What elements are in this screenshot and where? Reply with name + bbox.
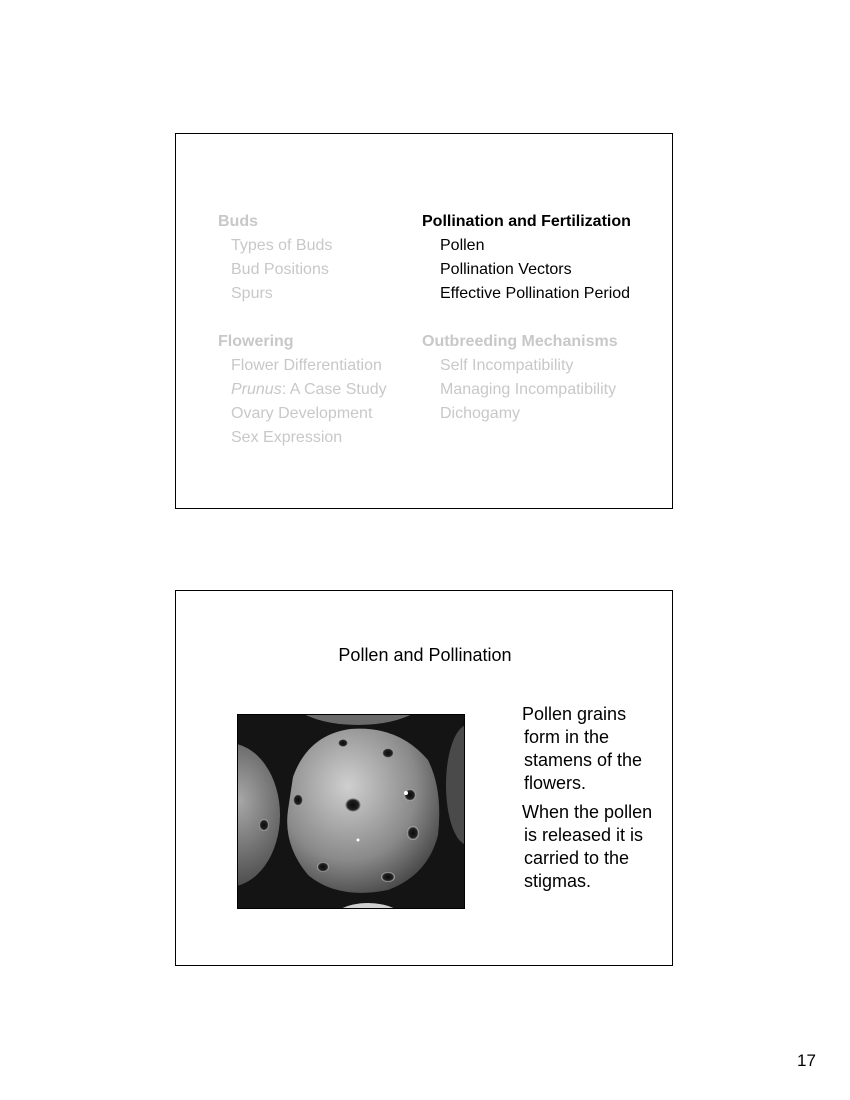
outline-item-active: Effective Pollination Period bbox=[440, 285, 631, 302]
section-heading-outbreeding: Outbreeding Mechanisms bbox=[422, 333, 618, 350]
outline-item: Dichogamy bbox=[440, 405, 521, 422]
outline-item-prunus bbox=[218, 378, 387, 402]
outline-item: Spurs bbox=[231, 285, 273, 302]
outline-item-active: Pollen bbox=[440, 237, 485, 254]
outline-item: Bud Positions bbox=[231, 261, 329, 278]
outline-item-rest: : A Case Study bbox=[281, 381, 387, 398]
section-heading-buds: Buds bbox=[218, 213, 258, 230]
outline-right-column bbox=[422, 210, 631, 426]
outline-item-active: Pollination Vectors bbox=[440, 261, 572, 278]
bullet-item: Pollen grains form in the stamens of the flowers. bbox=[522, 704, 643, 793]
bullet-list bbox=[522, 703, 662, 899]
pollen-micrograph-svg bbox=[238, 715, 465, 909]
outline-item: Sex Expression bbox=[231, 429, 343, 446]
outline-slide bbox=[175, 133, 673, 509]
section-heading-pollination: Pollination and Fertilization bbox=[422, 213, 631, 230]
outline-item: Ovary Development bbox=[231, 405, 373, 422]
bullet-item: When the pollen is released it is carried to the stigmas. bbox=[522, 802, 653, 891]
section-heading-flowering: Flowering bbox=[218, 333, 294, 350]
outline-item: Types of Buds bbox=[231, 237, 333, 254]
outline-item: Flower Differentiation bbox=[231, 357, 382, 374]
outline-item: Managing Incompatibility bbox=[440, 381, 617, 398]
page-number: 17 bbox=[797, 1051, 816, 1070]
pollen-slide bbox=[175, 590, 673, 966]
outline-item: Self Incompatibility bbox=[440, 357, 574, 374]
pollen-grain-image bbox=[237, 714, 465, 909]
slide-title: Pollen and Pollination bbox=[338, 645, 512, 665]
outline-left-column bbox=[218, 210, 387, 450]
outline-item-italic: Prunus bbox=[231, 381, 282, 398]
